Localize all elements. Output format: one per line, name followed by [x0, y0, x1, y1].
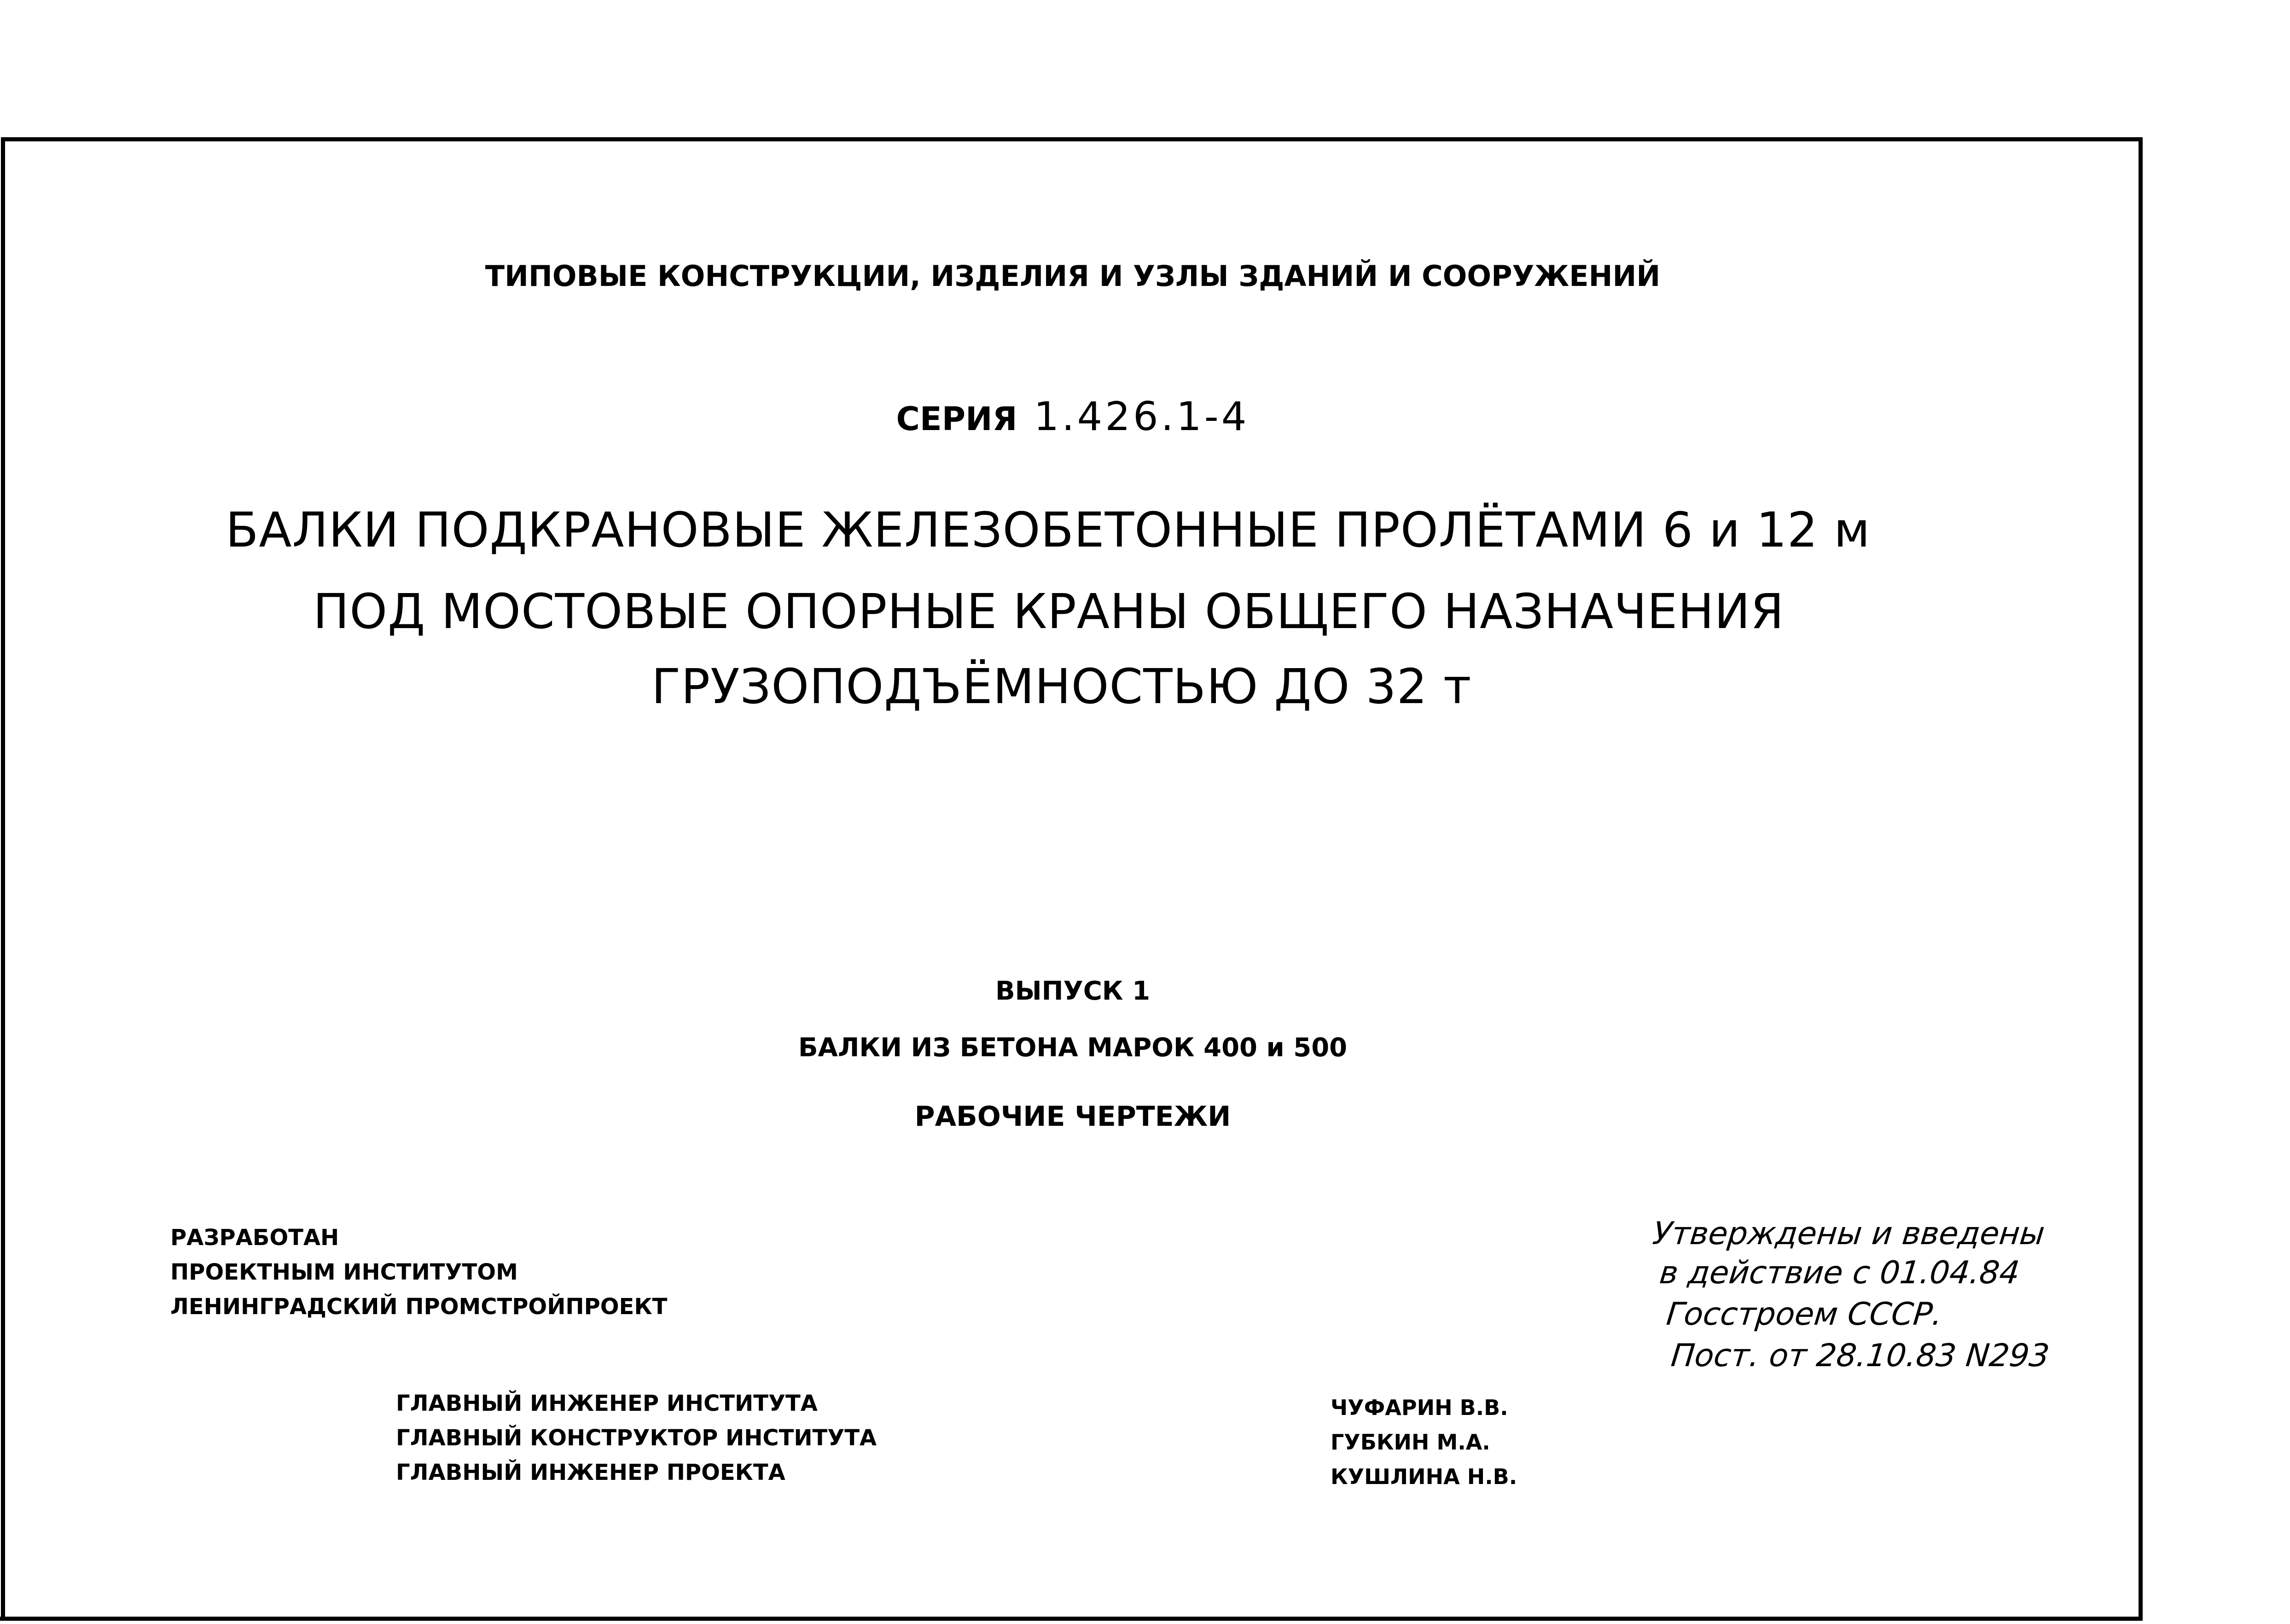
approval-note-line-1: Утверждены и введены — [1651, 1216, 2046, 1252]
drawings-type: РАБОЧИЕ ЧЕРТЕЖИ — [914, 1100, 1231, 1133]
approval-note-line-4: Пост. от 28.10.83 N293 — [1669, 1338, 2052, 1374]
developer-line-1: РАЗРАБОТАН — [170, 1225, 339, 1251]
approval-note-line-2: в действие с 01.04.84 — [1657, 1255, 2022, 1291]
series-line — [0, 394, 2145, 440]
staff-role: ГЛАВНЫЙ ИНЖЕНЕР ИНСТИТУТА — [396, 1391, 818, 1416]
approval-note-line-3: Госстроем СССР. — [1664, 1296, 1944, 1333]
frame-edge-line — [0, 1617, 46, 1621]
staff-name: ЧУФАРИН В.В. — [1331, 1395, 1508, 1420]
collection-header: ТИПОВЫЕ КОНСТРУКЦИИ, ИЗДЕЛИЯ И УЗЛЫ ЗДАНИЙ И СООРУЖЕНИЙ — [485, 259, 1661, 293]
document-title-line-3: ГРУЗОПОДЪЁМНОСТЬЮ ДО 32 т — [651, 658, 1472, 715]
document-title-line-2: ПОД МОСТОВЫЕ ОПОРНЫЕ КРАНЫ ОБЩЕГО НАЗНАЧЕНИЯ — [313, 583, 1784, 640]
issue-label: ВЫПУСК 1 — [995, 976, 1151, 1006]
document-title-line-1: БАЛКИ ПОДКРАНОВЫЕ ЖЕЛЕЗОБЕТОННЫЕ ПРОЛЁТАМИ 6 и 12 м — [226, 502, 1871, 558]
developer-line-2: ПРОЕКТНЫМ ИНСТИТУТОМ — [170, 1259, 518, 1285]
developer-line-3: ЛЕНИНГРАДСКИЙ ПРОМСТРОЙПРОЕКТ — [170, 1294, 668, 1320]
series-number: 1.426.1-4 — [1034, 394, 1250, 440]
staff-role: ГЛАВНЫЙ ИНЖЕНЕР ПРОЕКТА — [396, 1460, 785, 1485]
staff-role: ГЛАВНЫЙ КОНСТРУКТОР ИНСТИТУТА — [396, 1425, 877, 1451]
issue-subtitle: БАЛКИ ИЗ БЕТОНА МАРОК 400 и 500 — [798, 1033, 1348, 1063]
staff-name: ГУБКИН М.А. — [1331, 1430, 1490, 1455]
document-frame — [1, 137, 2143, 1621]
staff-name: КУШЛИНА Н.В. — [1331, 1464, 1517, 1489]
series-label: СЕРИЯ — [896, 400, 1017, 438]
